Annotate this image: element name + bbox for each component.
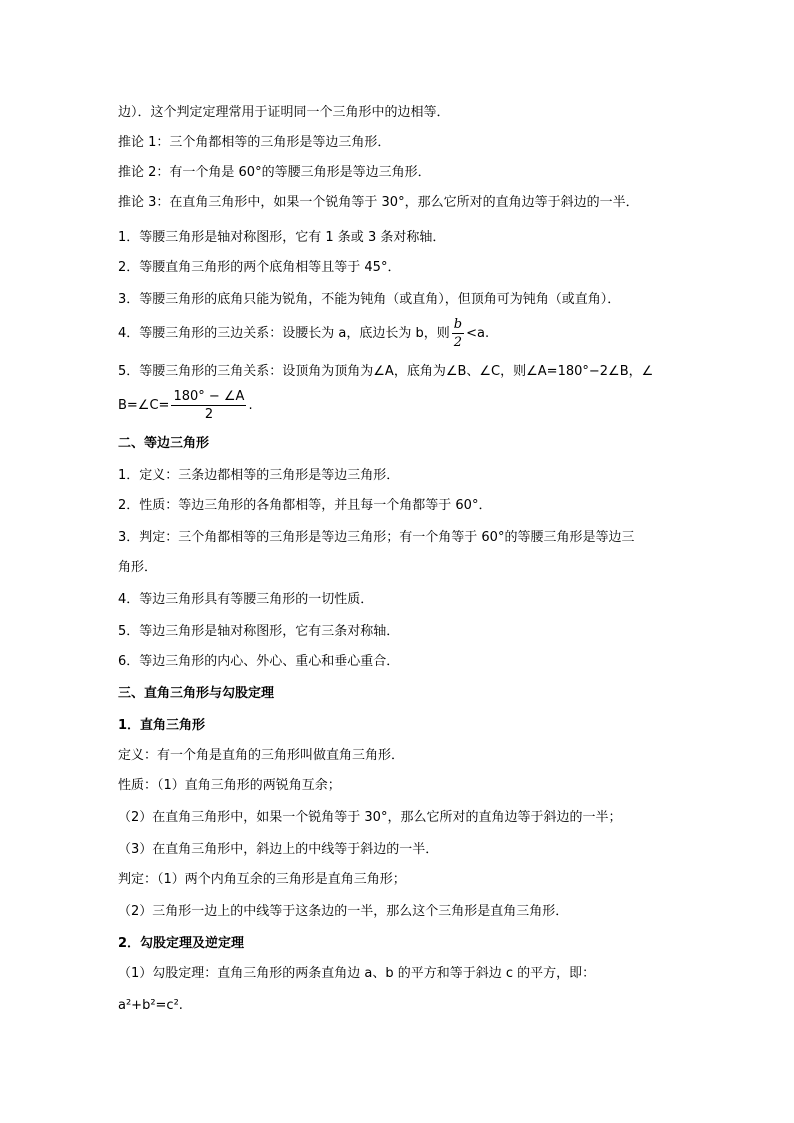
- fraction-angle: [171, 388, 246, 423]
- property-line: （3）在直角三角形中，斜边上的中线等于斜边的一半．: [118, 842, 439, 857]
- fraction-b-over-2: [452, 316, 464, 351]
- list-item: 3．判定：三个角都相等的三角形是等边三角形；有一个角等于 60°的等腰三角形是等边三: [118, 530, 635, 545]
- list-item: 3．等腰三角形的底角只能为锐角，不能为钝角（或直角），但顶角可为钝角（或直角）．: [118, 292, 621, 307]
- text-segment: 4．等腰三角形的三边关系：设腰长为 a，底边长为 b，则: [118, 326, 450, 341]
- text-segment: B=∠C=: [118, 398, 170, 413]
- formula-line: a²+b²=c².: [118, 998, 183, 1013]
- list-item: 2．等腰直角三角形的两个底角相等且等于 45°．: [118, 260, 401, 275]
- list-item: 5．等边三角形是轴对称图形，它有三条对称轴．: [118, 624, 400, 639]
- text-segment: <a.: [466, 326, 490, 341]
- fraction-denominator: 2: [453, 335, 463, 350]
- fraction-numerator: b: [453, 317, 463, 332]
- definition-line: 定义：有一个角是直角的三角形叫做直角三角形．: [118, 748, 405, 763]
- property-line: （2）在直角三角形中，如果一个锐角等于 30°，那么它所对的直角边等于斜边的一半；: [118, 810, 622, 825]
- list-item: 4．等边三角形具有等腰三角形的一切性质．: [118, 592, 374, 607]
- section-heading: 二、等边三角形: [118, 436, 210, 451]
- corollary-2: 推论 2：有一个角是 60°的等腰三角形是等边三角形．: [118, 165, 431, 180]
- fraction-numerator: 180° − ∠A: [173, 389, 245, 404]
- property-line: 性质：（1）直角三角形的两锐角互余；: [118, 778, 341, 793]
- subsection-heading: 2．勾股定理及逆定理: [118, 936, 245, 951]
- criterion-line: （2）三角形一边上的中线等于这条边的一半，那么这个三角形是直角三角形．: [118, 904, 569, 919]
- text-segment: .: [248, 398, 253, 413]
- list-item-angle-relation: 5．等腰三角形的三角关系：设顶角为顶角为∠A，底角为∠B、∠C，则∠A=180°−2∠B，∠: [118, 364, 654, 379]
- theorem-line: （1）勾股定理：直角三角形的两条直角边 a、b 的平方和等于斜边 c 的平方，即：: [118, 966, 596, 981]
- list-item: 2．性质：等边三角形的各角都相等，并且每一个角都等于 60°．: [118, 498, 492, 513]
- list-item: 6．等边三角形的内心、外心、重心和垂心重合．: [118, 654, 400, 669]
- subsection-heading: 1．直角三角形: [118, 718, 206, 733]
- angle-formula-line: [118, 386, 684, 426]
- text-line: 角形．: [118, 560, 158, 575]
- list-item: 1．定义：三条边都相等的三角形是等边三角形．: [118, 468, 400, 483]
- section-heading: 三、直角三角形与勾股定理: [118, 686, 275, 701]
- list-item-side-relation: [118, 314, 684, 354]
- corollary-3: 推论 3：在直角三角形中，如果一个锐角等于 30°，那么它所对的直角边等于斜边的一半．: [118, 195, 639, 210]
- list-item: 1．等腰三角形是轴对称图形，它有 1 条或 3 条对称轴．: [118, 230, 446, 245]
- text-line: 边）．这个判定定理常用于证明同一个三角形中的边相等．: [118, 105, 450, 120]
- fraction-denominator: 2: [204, 407, 214, 422]
- corollary-1: 推论 1：三个角都相等的三角形是等边三角形．: [118, 135, 391, 150]
- criterion-line: 判定：（1）两个内角互余的三角形是直角三角形；: [118, 872, 406, 887]
